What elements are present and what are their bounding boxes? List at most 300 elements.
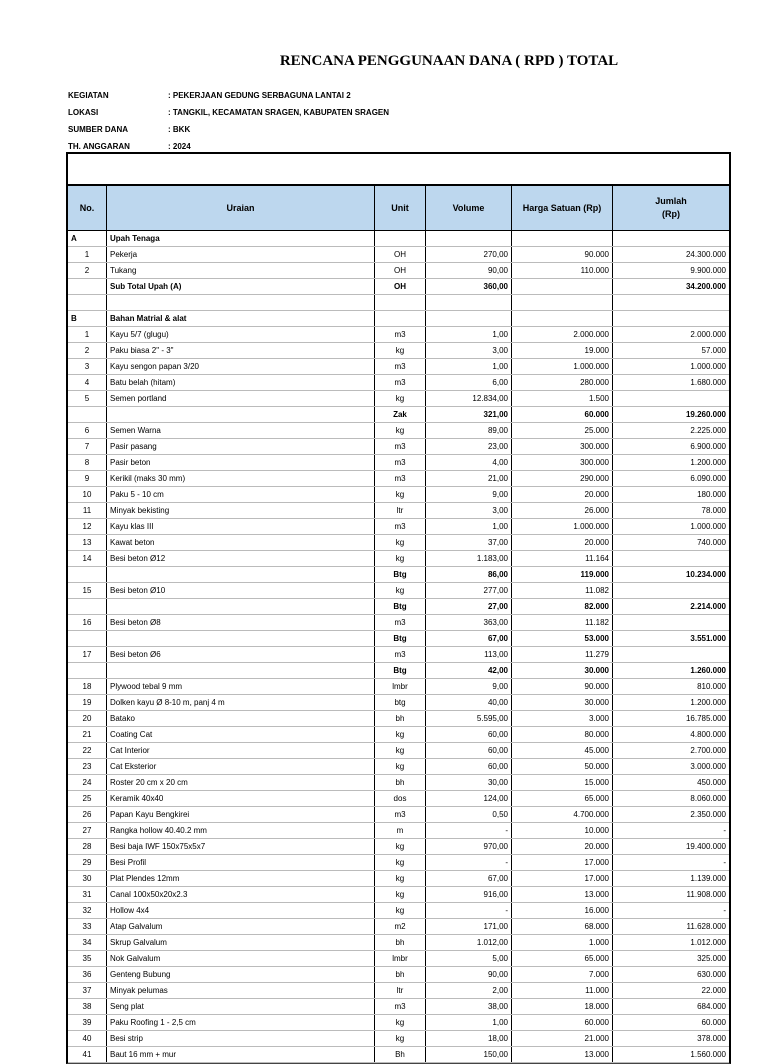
cell-unit: Btg — [375, 567, 426, 582]
cell-no: 23 — [68, 759, 107, 774]
cell-unit: lmbr — [375, 679, 426, 694]
cell-volume: 1,00 — [426, 1015, 512, 1030]
cell-uraian: Kawat beton — [107, 535, 375, 550]
cell-uraian: Rangka hollow 40.40.2 mm — [107, 823, 375, 838]
cell-jumlah: 2.000.000 — [690, 330, 726, 339]
cell-jumlah: 2.350.000 — [690, 810, 726, 819]
cell-harga-satuan: 11.279 — [512, 647, 613, 662]
table-row — [68, 407, 729, 423]
cell-volume: 2,00 — [426, 983, 512, 998]
info-value: : TANGKIL, KECAMATAN SRAGEN, KABUPATEN SRAGEN — [168, 108, 390, 117]
cell-volume: 0,50 — [426, 807, 512, 822]
cell-volume: 277,00 — [426, 583, 512, 598]
cell-harga-satuan: 300.000 — [512, 439, 613, 454]
cell-volume: 1,00 — [426, 359, 512, 374]
cell-harga-satuan: 1.000.000 — [512, 519, 613, 534]
cell-no: 18 — [68, 679, 107, 694]
cell-unit: Bh — [375, 1047, 426, 1062]
cell-no: 20 — [68, 711, 107, 726]
cell-uraian: Pekerja — [107, 247, 375, 262]
cell-harga-satuan: 20.000 — [512, 487, 613, 502]
cell-harga-satuan: 1.500 — [512, 391, 613, 406]
cell-unit: Btg — [375, 663, 426, 678]
cell-jumlah: 1.200.000 — [690, 458, 726, 467]
cell-jumlah: - — [723, 906, 726, 915]
cell-harga-satuan: 11.182 — [512, 615, 613, 630]
table-row — [68, 839, 729, 855]
cell-uraian: Cat Interior — [107, 743, 375, 758]
cell-no: 12 — [68, 519, 107, 534]
cell-uraian — [107, 599, 375, 614]
cell-unit: kg — [375, 839, 426, 854]
cell-jumlah: 10.234.000 — [685, 570, 726, 579]
cell-unit: lmbr — [375, 951, 426, 966]
cell-uraian: Nok Galvalum — [107, 951, 375, 966]
cell-jumlah: 684.000 — [697, 1002, 726, 1011]
cell-jumlah: - — [723, 826, 726, 835]
cell-unit: kg — [375, 551, 426, 566]
cell-unit: bh — [375, 935, 426, 950]
cell-no: 35 — [68, 951, 107, 966]
cell-volume: 38,00 — [426, 999, 512, 1014]
cell-volume: 363,00 — [426, 615, 512, 630]
cell-jumlah: 1.260.000 — [690, 666, 726, 675]
cell-uraian: Batako — [107, 711, 375, 726]
table-row — [68, 663, 729, 679]
cell-no: 28 — [68, 839, 107, 854]
cell-harga-satuan: 11.082 — [512, 583, 613, 598]
cell-unit: kg — [375, 855, 426, 870]
table-row — [68, 439, 729, 455]
cell-uraian: Paku 5 - 10 cm — [107, 487, 375, 502]
cell-uraian: Canal 100x50x20x2.3 — [107, 887, 375, 902]
cell-volume: 40,00 — [426, 695, 512, 710]
cell-uraian: Kayu sengon papan 3/20 — [107, 359, 375, 374]
cell-volume: 5.595,00 — [426, 711, 512, 726]
cell-no: A — [68, 231, 107, 246]
cell-jumlah: 6.090.000 — [690, 474, 726, 483]
cell-harga-satuan: 45.000 — [512, 743, 613, 758]
cell-harga-satuan: 1.000 — [512, 935, 613, 950]
cell-jumlah: 11.908.000 — [686, 890, 726, 899]
cell-harga-satuan: 20.000 — [512, 839, 613, 854]
cell-jumlah: 740.000 — [697, 538, 726, 547]
cell-uraian: Sub Total Upah (A) — [107, 279, 375, 294]
cell-harga-satuan: 110.000 — [512, 263, 613, 278]
table-row — [68, 855, 729, 871]
cell-uraian — [107, 295, 375, 310]
table-row — [68, 343, 729, 359]
cell-jumlah: 3.551.000 — [690, 634, 726, 643]
table-row — [68, 327, 729, 343]
cell-harga-satuan: 82.000 — [512, 599, 613, 614]
table-row — [68, 423, 729, 439]
cell-uraian: Seng plat — [107, 999, 375, 1014]
table-row — [68, 1047, 729, 1063]
cell-no: 2 — [68, 263, 107, 278]
table-row — [68, 807, 729, 823]
table-blank-header-row — [68, 154, 729, 186]
cell-unit: OH — [375, 263, 426, 278]
table-row — [68, 935, 729, 951]
cell-volume: 270,00 — [426, 247, 512, 262]
cell-uraian: Coating Cat — [107, 727, 375, 742]
cell-harga-satuan: 11.164 — [512, 551, 613, 566]
cell-jumlah: 9.900.000 — [690, 266, 726, 275]
cell-harga-satuan: 16.000 — [512, 903, 613, 918]
cell-unit — [375, 311, 426, 326]
table-row — [68, 503, 729, 519]
cell-no: 32 — [68, 903, 107, 918]
cell-volume: 18,00 — [426, 1031, 512, 1046]
cell-unit: bh — [375, 967, 426, 982]
cell-unit: kg — [375, 759, 426, 774]
cell-harga-satuan: 21.000 — [512, 1031, 613, 1046]
cell-unit: btg — [375, 695, 426, 710]
cell-uraian: Pasir pasang — [107, 439, 375, 454]
cell-harga-satuan: 80.000 — [512, 727, 613, 742]
cell-volume: 23,00 — [426, 439, 512, 454]
cell-harga-satuan: 60.000 — [512, 1015, 613, 1030]
cell-no: 27 — [68, 823, 107, 838]
info-value: : 2024 — [168, 142, 191, 151]
cell-no: 2 — [68, 343, 107, 358]
cell-jumlah: 378.000 — [697, 1034, 726, 1043]
cell-harga-satuan: 17.000 — [512, 855, 613, 870]
cell-harga-satuan: 65.000 — [512, 951, 613, 966]
cell-jumlah: 1.680.000 — [690, 378, 726, 387]
cell-no: 15 — [68, 583, 107, 598]
cell-no: 25 — [68, 791, 107, 806]
cell-volume: 1.183,00 — [426, 551, 512, 566]
cell-unit: m3 — [375, 439, 426, 454]
cell-jumlah: 4.800.000 — [690, 730, 726, 739]
cell-unit: bh — [375, 775, 426, 790]
cell-harga-satuan: 20.000 — [512, 535, 613, 550]
cell-volume: 150,00 — [426, 1047, 512, 1062]
info-label: KEGIATAN — [68, 91, 109, 100]
cell-no: 9 — [68, 471, 107, 486]
cell-jumlah: 60.000 — [701, 1018, 726, 1027]
cell-unit: kg — [375, 487, 426, 502]
table-row — [68, 599, 729, 615]
table-row — [68, 711, 729, 727]
cell-volume — [426, 295, 512, 310]
cell-uraian: Papan Kayu Bengkirei — [107, 807, 375, 822]
cell-volume: 1,00 — [426, 519, 512, 534]
cell-no: 34 — [68, 935, 107, 950]
cell-unit: m2 — [375, 919, 426, 934]
table-body — [68, 231, 729, 1063]
cell-volume: 60,00 — [426, 759, 512, 774]
table-row — [68, 567, 729, 583]
cell-harga-satuan: 300.000 — [512, 455, 613, 470]
table-row — [68, 471, 729, 487]
cell-unit: m3 — [375, 807, 426, 822]
cell-volume — [426, 311, 512, 326]
cell-unit: m3 — [375, 359, 426, 374]
cell-unit: m3 — [375, 375, 426, 390]
info-value: : BKK — [168, 125, 191, 134]
cell-jumlah — [613, 551, 729, 566]
cell-volume: 60,00 — [426, 743, 512, 758]
table-row — [68, 695, 729, 711]
table-row — [68, 263, 729, 279]
cell-harga-satuan: 19.000 — [512, 343, 613, 358]
cell-volume: 4,00 — [426, 455, 512, 470]
cell-no — [68, 295, 107, 310]
cell-volume: 916,00 — [426, 887, 512, 902]
cell-jumlah — [613, 647, 729, 662]
cell-jumlah — [613, 583, 729, 598]
cell-uraian: Besi beton Ø8 — [107, 615, 375, 630]
cell-harga-satuan: 90.000 — [512, 247, 613, 262]
cell-harga-satuan: 4.700.000 — [512, 807, 613, 822]
cell-uraian: Hollow 4x4 — [107, 903, 375, 918]
cell-uraian: Plat Plendes 12mm — [107, 871, 375, 886]
cell-unit: kg — [375, 343, 426, 358]
cell-uraian: Semen Warna — [107, 423, 375, 438]
cell-uraian: Minyak bekisting — [107, 503, 375, 518]
cell-volume: 171,00 — [426, 919, 512, 934]
table-row — [68, 919, 729, 935]
cell-volume: 27,00 — [426, 599, 512, 614]
cell-volume: - — [426, 903, 512, 918]
cell-jumlah: 1.000.000 — [690, 362, 726, 371]
table-row — [68, 247, 729, 263]
cell-harga-satuan: 13.000 — [512, 1047, 613, 1062]
cell-jumlah — [613, 231, 729, 246]
cell-no: 39 — [68, 1015, 107, 1030]
table-row — [68, 631, 729, 647]
cell-jumlah: 19.400.000 — [685, 842, 726, 851]
cell-no: 13 — [68, 535, 107, 550]
column-header-harga-satuan: Harga Satuan (Rp) — [512, 186, 613, 230]
cell-harga-satuan: 290.000 — [512, 471, 613, 486]
table-row — [68, 647, 729, 663]
cell-unit: OH — [375, 247, 426, 262]
cell-jumlah: 8.060.000 — [690, 794, 726, 803]
cell-jumlah — [613, 295, 729, 310]
cell-unit: OH — [375, 279, 426, 294]
cell-uraian: Plywood tebal 9 mm — [107, 679, 375, 694]
table-row — [68, 903, 729, 919]
cell-unit: m3 — [375, 327, 426, 342]
column-header-unit: Unit — [375, 186, 426, 230]
table-row — [68, 615, 729, 631]
cell-volume: 3,00 — [426, 343, 512, 358]
cell-unit: bh — [375, 711, 426, 726]
cell-harga-satuan: 280.000 — [512, 375, 613, 390]
cell-uraian: Upah Tenaga — [107, 231, 375, 246]
cell-jumlah — [613, 615, 729, 630]
table-row — [68, 375, 729, 391]
cell-no: 8 — [68, 455, 107, 470]
cell-jumlah: 24.300.000 — [685, 250, 726, 259]
cell-uraian: Semen portland — [107, 391, 375, 406]
cell-volume: 42,00 — [426, 663, 512, 678]
info-label: SUMBER DANA — [68, 125, 128, 134]
cell-jumlah: 19.260.000 — [685, 410, 726, 419]
cell-uraian: Batu belah (hitam) — [107, 375, 375, 390]
cell-no — [68, 599, 107, 614]
cell-volume: - — [426, 855, 512, 870]
cell-jumlah: 1.560.000 — [690, 1050, 726, 1059]
cell-unit: kg — [375, 391, 426, 406]
cell-unit: m3 — [375, 455, 426, 470]
table-row — [68, 583, 729, 599]
cell-uraian: Besi beton Ø10 — [107, 583, 375, 598]
cell-jumlah: 325.000 — [697, 954, 726, 963]
cell-unit: m — [375, 823, 426, 838]
cell-volume: 67,00 — [426, 631, 512, 646]
cell-no: 31 — [68, 887, 107, 902]
table-row — [68, 727, 729, 743]
table-row — [68, 455, 729, 471]
cell-unit: kg — [375, 743, 426, 758]
info-row — [68, 142, 191, 151]
cell-harga-satuan: 65.000 — [512, 791, 613, 806]
cell-no: 7 — [68, 439, 107, 454]
cell-uraian: Pasir beton — [107, 455, 375, 470]
cell-no: 11 — [68, 503, 107, 518]
cell-no: 41 — [68, 1047, 107, 1062]
table-row — [68, 551, 729, 567]
cell-unit: kg — [375, 1015, 426, 1030]
cell-jumlah: 22.000 — [701, 986, 726, 995]
cell-harga-satuan — [512, 279, 613, 294]
cell-no: 38 — [68, 999, 107, 1014]
cell-uraian: Dolken kayu Ø 8-10 m, panj 4 m — [107, 695, 375, 710]
section-row — [68, 231, 729, 247]
cell-no: 6 — [68, 423, 107, 438]
cell-jumlah: 57.000 — [701, 346, 726, 355]
cell-harga-satuan: 60.000 — [512, 407, 613, 422]
cell-volume: 90,00 — [426, 967, 512, 982]
cell-volume: 3,00 — [426, 503, 512, 518]
cell-uraian: Kayu 5/7 (glugu) — [107, 327, 375, 342]
cell-harga-satuan: 30.000 — [512, 695, 613, 710]
cell-jumlah: 34.200.000 — [685, 282, 726, 291]
cell-volume: 124,00 — [426, 791, 512, 806]
cell-no: 33 — [68, 919, 107, 934]
page-title: RENCANA PENGGUNAAN DANA ( RPD ) TOTAL — [279, 53, 619, 69]
cell-volume — [426, 231, 512, 246]
cell-uraian: Besi baja IWF 150x75x5x7 — [107, 839, 375, 854]
cell-unit: kg — [375, 727, 426, 742]
cell-unit: kg — [375, 583, 426, 598]
cell-no — [68, 407, 107, 422]
cell-jumlah: 2.225.000 — [690, 426, 726, 435]
cell-no: 22 — [68, 743, 107, 758]
table-row — [68, 887, 729, 903]
cell-jumlah: 1.139.000 — [690, 874, 726, 883]
cell-harga-satuan: 15.000 — [512, 775, 613, 790]
cell-no: 36 — [68, 967, 107, 982]
cell-uraian: Minyak pelumas — [107, 983, 375, 998]
cell-no: 1 — [68, 247, 107, 262]
cell-unit: m3 — [375, 519, 426, 534]
cell-no: 4 — [68, 375, 107, 390]
cell-no: 24 — [68, 775, 107, 790]
cell-jumlah: 1.000.000 — [690, 522, 726, 531]
cell-unit: kg — [375, 535, 426, 550]
table-row — [68, 743, 729, 759]
cell-harga-satuan — [512, 231, 613, 246]
cell-unit: kg — [375, 423, 426, 438]
cell-jumlah: 78.000 — [701, 506, 726, 515]
cell-volume: 1.012,00 — [426, 935, 512, 950]
cell-jumlah: 450.000 — [697, 778, 726, 787]
table-row — [68, 967, 729, 983]
cell-uraian: Skrup Galvalum — [107, 935, 375, 950]
cell-jumlah: 630.000 — [697, 970, 726, 979]
cell-no: 21 — [68, 727, 107, 742]
cell-volume: 321,00 — [426, 407, 512, 422]
cell-jumlah: 6.900.000 — [690, 442, 726, 451]
table-header — [68, 186, 729, 231]
cell-unit — [375, 295, 426, 310]
cell-unit: m3 — [375, 999, 426, 1014]
table-row — [68, 391, 729, 407]
cell-no: 5 — [68, 391, 107, 406]
cell-no: 10 — [68, 487, 107, 502]
cell-uraian: Tukang — [107, 263, 375, 278]
cell-harga-satuan: 68.000 — [512, 919, 613, 934]
cell-volume: 60,00 — [426, 727, 512, 742]
table-row — [68, 775, 729, 791]
cell-jumlah: 810.000 — [697, 682, 726, 691]
info-row — [68, 91, 351, 100]
cell-harga-satuan: 25.000 — [512, 423, 613, 438]
cell-harga-satuan — [512, 295, 613, 310]
table-row — [68, 519, 729, 535]
cell-jumlah: 16.785.000 — [685, 714, 726, 723]
info-row — [68, 108, 389, 117]
cell-no: 17 — [68, 647, 107, 662]
cell-volume: 86,00 — [426, 567, 512, 582]
cell-jumlah: 180.000 — [697, 490, 726, 499]
cell-uraian: Besi strip — [107, 1031, 375, 1046]
subtotal-row — [68, 279, 729, 295]
cell-no — [68, 631, 107, 646]
cell-no: 40 — [68, 1031, 107, 1046]
cell-uraian: Besi Profil — [107, 855, 375, 870]
cell-volume: 67,00 — [426, 871, 512, 886]
cell-harga-satuan: 10.000 — [512, 823, 613, 838]
cell-harga-satuan: 26.000 — [512, 503, 613, 518]
cell-jumlah: 3.000.000 — [690, 762, 726, 771]
cell-harga-satuan — [512, 311, 613, 326]
cell-unit: m3 — [375, 615, 426, 630]
cell-harga-satuan: 30.000 — [512, 663, 613, 678]
table-row — [68, 679, 729, 695]
cell-unit: m3 — [375, 471, 426, 486]
cell-no: 29 — [68, 855, 107, 870]
cell-volume: 37,00 — [426, 535, 512, 550]
cell-unit — [375, 231, 426, 246]
cell-no: 3 — [68, 359, 107, 374]
cell-volume: 6,00 — [426, 375, 512, 390]
cell-uraian: Genteng Bubung — [107, 967, 375, 982]
cell-no — [68, 663, 107, 678]
cell-harga-satuan: 17.000 — [512, 871, 613, 886]
cell-volume: 360,00 — [426, 279, 512, 294]
cell-no: 19 — [68, 695, 107, 710]
cell-unit: dos — [375, 791, 426, 806]
cell-harga-satuan: 90.000 — [512, 679, 613, 694]
cell-unit: ltr — [375, 503, 426, 518]
